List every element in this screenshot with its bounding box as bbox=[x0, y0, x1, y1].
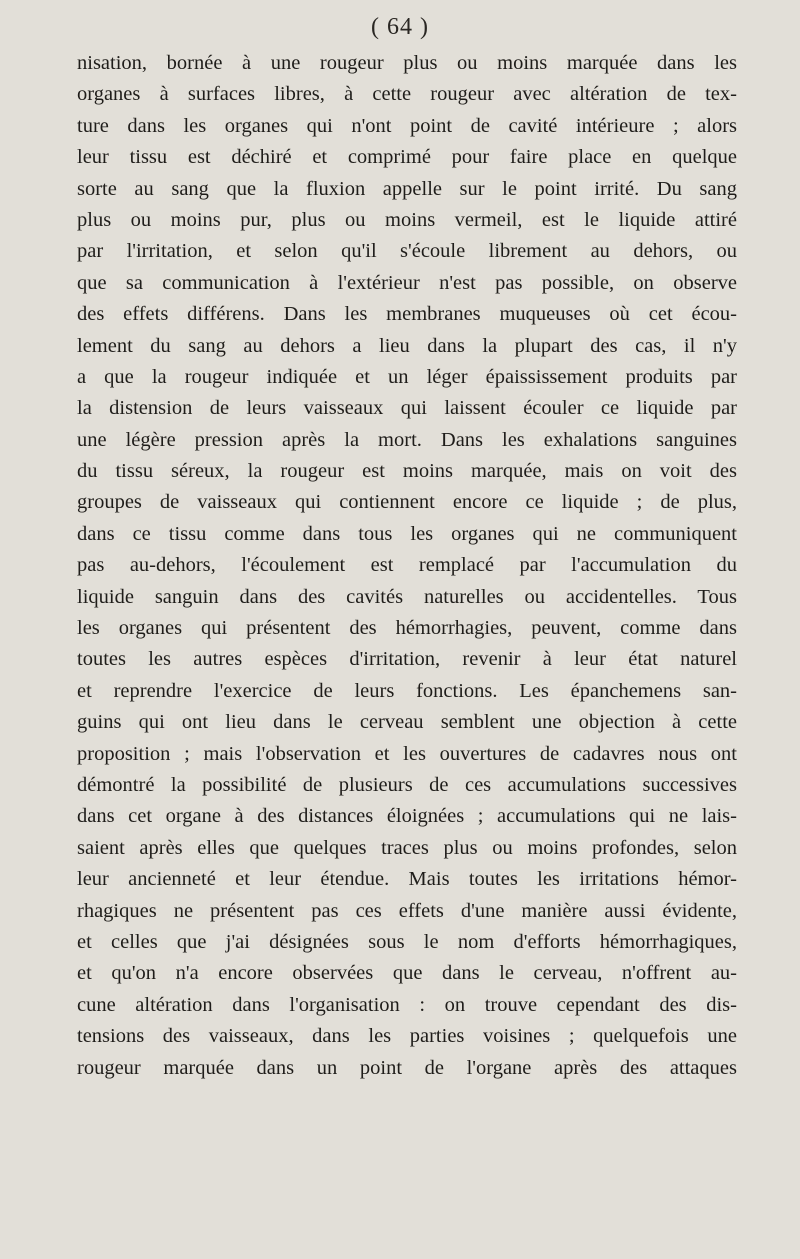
text-line: les organes qui présentent des hémorrhagies, peuvent, comme dans bbox=[77, 617, 737, 640]
text-line: du tissu séreux, la rougeur est moins marquée, mais on voit des bbox=[77, 460, 737, 483]
text-line: toutes les autres espèces d'irritation, revenir à leur état naturel bbox=[77, 648, 737, 671]
text-line: dans ce tissu comme dans tous les organes qui ne communiquent bbox=[77, 522, 737, 545]
text-line: proposition ; mais l'observation et les ouvertures de cadavres nous ont bbox=[77, 742, 737, 765]
text-line: a que la rougeur indiquée et un léger épaississement produits par bbox=[77, 365, 737, 388]
page-number: ( 64 ) bbox=[371, 14, 429, 40]
text-line: et reprendre l'exercice de leurs fonctions. Les épanchemens san- bbox=[77, 679, 737, 702]
text-line: sorte au sang que la fluxion appelle sur le point irrité. Du sang bbox=[77, 177, 737, 200]
text-line: rougeur marquée dans un point de l'organe après des attaques bbox=[77, 1056, 737, 1079]
text-line: et qu'on n'a encore observées que dans le cerveau, n'offrent au- bbox=[77, 962, 737, 985]
text-line: tensions des vaisseaux, dans les parties voisines ; quelquefois une bbox=[77, 1025, 737, 1048]
text-line: une légère pression après la mort. Dans les exhalations sanguines bbox=[77, 428, 737, 451]
text-line: nisation, bornée à une rougeur plus ou moins marquée dans les bbox=[77, 52, 737, 74]
text-line: par l'irritation, et selon qu'il s'écoule librement au dehors, ou bbox=[77, 240, 737, 263]
text-line: dans cet organe à des distances éloignées ; accumulations qui ne lais- bbox=[77, 805, 737, 828]
text-line: que sa communication à l'extérieur n'est pas possible, on observe bbox=[77, 271, 737, 294]
text-line: rhagiques ne présentent pas ces effets d'une manière aussi évidente, bbox=[77, 899, 737, 922]
text-line: et celles que j'ai désignées sous le nom d'efforts hémorrhagiques, bbox=[77, 930, 737, 953]
text-line: des effets différens. Dans les membranes muqueuses où cet écou- bbox=[77, 303, 737, 326]
body-text bbox=[77, 48, 737, 1084]
text-line: groupes de vaisseaux qui contiennent encore ce liquide ; de plus, bbox=[77, 491, 737, 514]
text-line: démontré la possibilité de plusieurs de ces accumulations successives bbox=[77, 773, 737, 796]
text-line: pas au-dehors, l'écoulement est remplacé par l'accumulation du bbox=[77, 554, 737, 577]
text-line: leur ancienneté et leur étendue. Mais toutes les irritations hémor- bbox=[77, 868, 737, 891]
text-line: guins qui ont lieu dans le cerveau semblent une objection à cette bbox=[77, 711, 737, 734]
text-line: organes à surfaces libres, à cette rougeur avec altération de tex- bbox=[77, 83, 737, 106]
text-line: plus ou moins pur, plus ou moins vermeil, est le liquide attiré bbox=[77, 208, 737, 231]
text-line: saient après elles que quelques traces plus ou moins profondes, selon bbox=[77, 836, 737, 859]
text-line: cune altération dans l'organisation : on trouve cependant des dis- bbox=[77, 993, 737, 1016]
text-line: la distension de leurs vaisseaux qui laissent écouler ce liquide par bbox=[77, 397, 737, 420]
text-line: ture dans les organes qui n'ont point de cavité intérieure ; alors bbox=[77, 114, 737, 137]
text-line: lement du sang au dehors a lieu dans la plupart des cas, il n'y bbox=[77, 334, 737, 357]
text-line: liquide sanguin dans des cavités naturelles ou accidentelles. Tous bbox=[77, 585, 737, 608]
text-line: leur tissu est déchiré et comprimé pour faire place en quelque bbox=[77, 146, 737, 169]
